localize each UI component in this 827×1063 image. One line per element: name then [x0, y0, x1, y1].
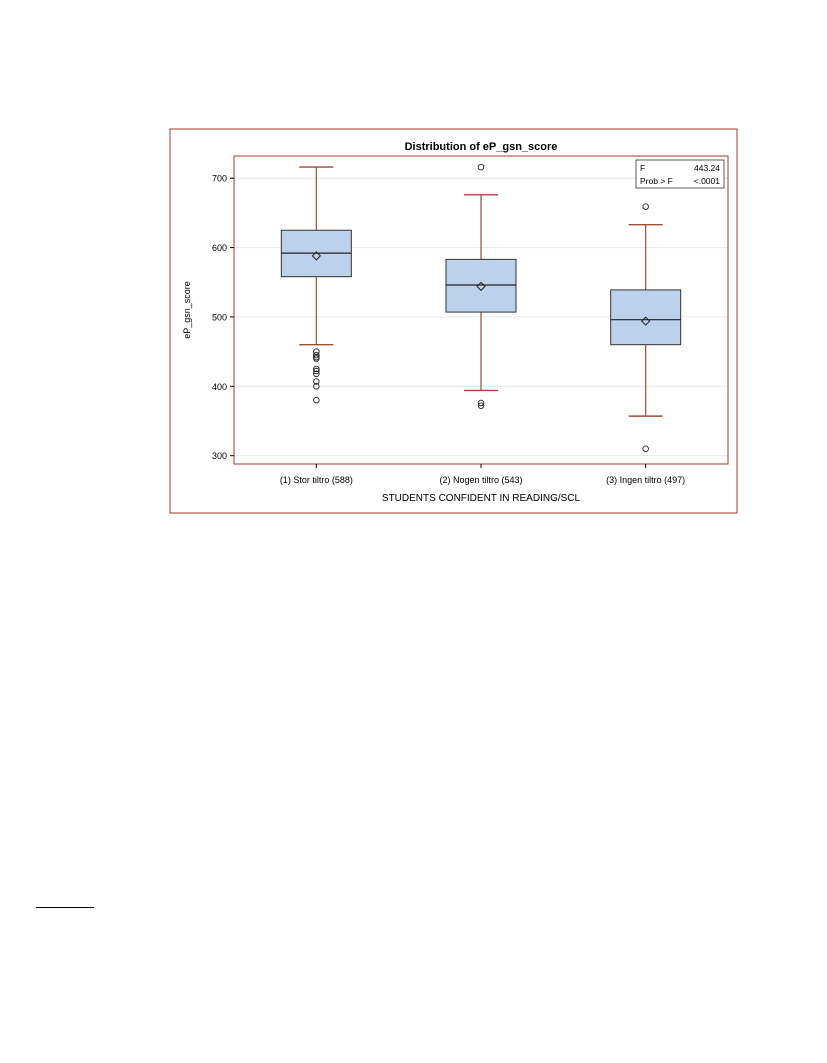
y-tick-label: 300: [211, 451, 227, 462]
stats-inset-value: 443.24: [694, 163, 720, 173]
x-tick-label: (2) Nogen tiltro (543): [439, 475, 523, 485]
y-tick-label: 600: [211, 243, 227, 254]
x-axis-label: STUDENTS CONFIDENT IN READING/SCL: [381, 493, 581, 504]
y-tick-label: 400: [211, 381, 227, 392]
stats-inset-key: Prob > F: [640, 176, 673, 186]
stats-inset: [636, 160, 724, 188]
y-axis-label: eP_gsn_score: [182, 281, 192, 339]
box-iqr: [446, 259, 516, 312]
x-tick-label: (1) Stor tiltro (588): [279, 475, 353, 485]
chart-title: Distribution of eP_gsn_score: [404, 141, 558, 153]
footnote-separator: [36, 907, 94, 908]
x-tick-label: (3) Ingen tiltro (497): [606, 475, 686, 485]
y-tick-label: 700: [211, 173, 227, 184]
stats-inset-key: F: [640, 163, 646, 173]
y-tick-label: 500: [211, 312, 227, 323]
stats-inset-value: <.0001: [693, 176, 720, 186]
